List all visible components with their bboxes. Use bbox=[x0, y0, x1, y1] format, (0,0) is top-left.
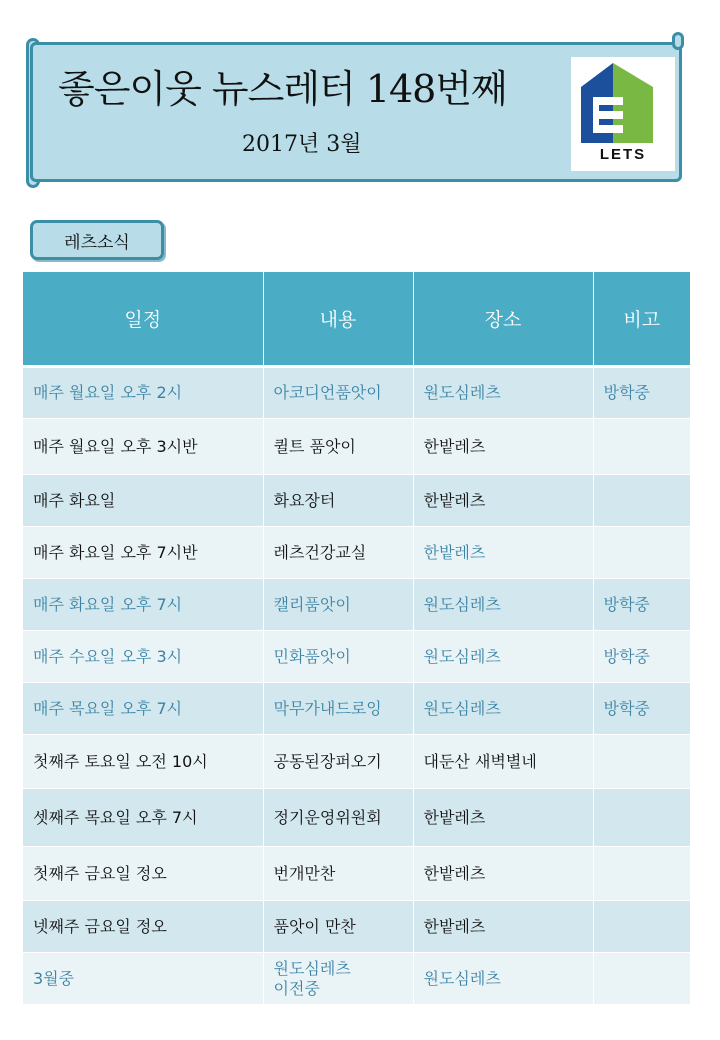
place-cell: 한밭레츠 bbox=[413, 789, 593, 847]
content-cell: 공동된장퍼오기 bbox=[263, 735, 413, 789]
table-row bbox=[23, 953, 690, 1005]
note-cell bbox=[593, 735, 690, 789]
header-schedule: 일정 bbox=[23, 272, 263, 367]
schedule-cell: 매주 월요일 오후 3시반 bbox=[23, 419, 263, 475]
place-cell: 원도심레츠 bbox=[413, 579, 593, 631]
place-cell: 원도심레츠 bbox=[413, 631, 593, 683]
place-cell: 한밭레츠 bbox=[413, 901, 593, 953]
header-content: 내용 bbox=[263, 272, 413, 367]
note-cell: 방학중 bbox=[593, 631, 690, 683]
newsletter-date: 2017년 3월 bbox=[242, 132, 362, 157]
schedule-cell: 3월중 bbox=[23, 953, 263, 1005]
header-note: 비고 bbox=[593, 272, 690, 367]
table-header-row bbox=[23, 272, 690, 367]
note-cell bbox=[593, 953, 690, 1005]
note-cell: 방학중 bbox=[593, 683, 690, 735]
note-cell: 방학중 bbox=[593, 367, 690, 419]
place-cell: 한밭레츠 bbox=[413, 847, 593, 901]
newsletter-title: 좋은이웃 뉴스레터 148번째 bbox=[58, 67, 507, 111]
content-cell: 화요장터 bbox=[263, 475, 413, 527]
content-cell: 레츠건강교실 bbox=[263, 527, 413, 579]
note-cell bbox=[593, 419, 690, 475]
content-cell: 아코디언품앗이 bbox=[263, 367, 413, 419]
content-cell: 원도심레츠 이전중 bbox=[263, 953, 413, 1005]
schedule-table bbox=[23, 272, 690, 1005]
table-row bbox=[23, 735, 690, 789]
place-cell: 한밭레츠 bbox=[413, 527, 593, 579]
header-place: 장소 bbox=[413, 272, 593, 367]
place-cell: 원도심레츠 bbox=[413, 367, 593, 419]
table-row bbox=[23, 367, 690, 419]
table-row bbox=[23, 631, 690, 683]
place-cell: 원도심레츠 bbox=[413, 953, 593, 1005]
table-row bbox=[23, 789, 690, 847]
schedule-cell: 매주 화요일 오후 7시반 bbox=[23, 527, 263, 579]
table-body bbox=[23, 367, 690, 1005]
schedule-cell: 첫째주 토요일 오전 10시 bbox=[23, 735, 263, 789]
table-row bbox=[23, 527, 690, 579]
schedule-cell: 첫째주 금요일 정오 bbox=[23, 847, 263, 901]
schedule-cell: 매주 목요일 오후 7시 bbox=[23, 683, 263, 735]
content-cell: 정기운영위원회 bbox=[263, 789, 413, 847]
logo-text: LETS bbox=[599, 146, 647, 163]
table-row bbox=[23, 901, 690, 953]
place-cell: 대둔산 새벽별네 bbox=[413, 735, 593, 789]
note-cell bbox=[593, 789, 690, 847]
note-cell bbox=[593, 475, 690, 527]
section-label: 레츠소식 bbox=[30, 220, 164, 260]
content-cell: 퀼트 품앗이 bbox=[263, 419, 413, 475]
place-cell: 한밭레츠 bbox=[413, 475, 593, 527]
content-cell: 번개만찬 bbox=[263, 847, 413, 901]
content-cell: 막무가내드로잉 bbox=[263, 683, 413, 735]
table-row bbox=[23, 419, 690, 475]
table-row bbox=[23, 683, 690, 735]
note-cell: 방학중 bbox=[593, 579, 690, 631]
schedule-cell: 셋째주 목요일 오후 7시 bbox=[23, 789, 263, 847]
note-cell bbox=[593, 901, 690, 953]
note-cell bbox=[593, 847, 690, 901]
table-row bbox=[23, 579, 690, 631]
lets-logo bbox=[571, 57, 675, 171]
place-cell: 한밭레츠 bbox=[413, 419, 593, 475]
table-row bbox=[23, 475, 690, 527]
scroll-curl-right bbox=[672, 32, 684, 50]
content-cell: 캘리품앗이 bbox=[263, 579, 413, 631]
schedule-cell: 매주 수요일 오후 3시 bbox=[23, 631, 263, 683]
schedule-cell: 넷째주 금요일 정오 bbox=[23, 901, 263, 953]
content-cell: 민화품앗이 bbox=[263, 631, 413, 683]
table-row bbox=[23, 847, 690, 901]
note-cell bbox=[593, 527, 690, 579]
content-cell: 품앗이 만찬 bbox=[263, 901, 413, 953]
place-cell: 원도심레츠 bbox=[413, 683, 593, 735]
schedule-cell: 매주 월요일 오후 2시 bbox=[23, 367, 263, 419]
schedule-cell: 매주 화요일 bbox=[23, 475, 263, 527]
schedule-cell: 매주 화요일 오후 7시 bbox=[23, 579, 263, 631]
